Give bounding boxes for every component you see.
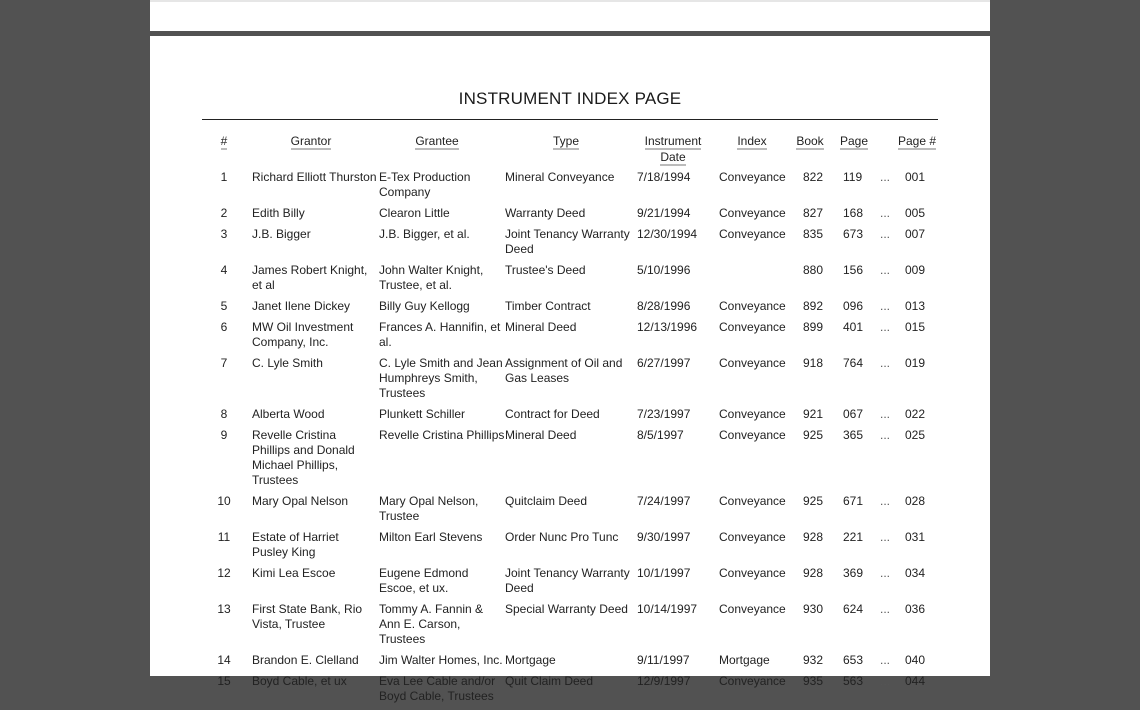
instrument-date-cell: 9/30/1997 [637,530,691,544]
book-cell: 930 [803,602,824,616]
book-cell: 835 [803,227,824,241]
leader-dots: ... [880,602,891,616]
header-grantee: Grantee [415,134,459,148]
leader-dots: ... [880,428,891,442]
page-cell: 653 [843,653,864,667]
index-cell: Conveyance [719,299,786,313]
table-row [202,320,945,356]
grantor-cell: Edith Billy [252,206,305,220]
page-number-cell: 005 [905,206,926,220]
grantor-cell: Boyd Cable, et ux [252,674,347,688]
page-cell: 221 [843,530,864,544]
leader-dots: ... [880,227,891,241]
page-number-cell: 009 [905,263,926,277]
header-page: Page [839,134,869,148]
previous-page-bottom [150,0,990,31]
book-cell: 925 [803,494,824,508]
page-cell: 119 [843,170,863,184]
instrument-date-cell: 9/21/1994 [637,206,691,220]
row-number: 5 [220,299,228,313]
page-cell: 365 [843,428,864,442]
leader-dots: ... [880,407,891,421]
row-number: 12 [217,566,231,580]
leader-dots: ... [880,170,891,184]
page-cell: 156 [843,263,864,277]
type-cell: Mineral Conveyance [505,170,615,184]
grantee-cell: Eva Lee Cable and/or Boyd Cable, Trustees [379,674,496,703]
row-number: 6 [220,320,228,334]
instrument-date-cell: 12/30/1994 [637,227,698,241]
page-cell: 563 [843,674,864,688]
index-cell: Conveyance [719,674,786,688]
instrument-date-cell: 8/28/1996 [637,299,691,313]
grantor-cell: Mary Opal Nelson [252,494,349,508]
index-cell: Conveyance [719,227,786,241]
type-cell: Quit Claim Deed [505,674,594,688]
book-cell: 827 [803,206,824,220]
header-book: Book [796,134,824,148]
leader-dots: ... [880,206,891,220]
type-cell: Trustee's Deed [505,263,586,277]
page-cell: 671 [843,494,864,508]
grantor-cell: Alberta Wood [252,407,325,421]
row-number: 15 [217,674,231,688]
type-cell: Joint Tenancy Warranty Deed [505,227,630,256]
grantor-cell: MW Oil Investment Company, Inc. [252,320,354,349]
leader-dots: ... [880,674,891,688]
instrument-date-cell: 8/5/1997 [637,428,684,442]
grantee-cell: Frances A. Hannifin, et al. [379,320,501,349]
header-index: Index [737,134,767,148]
page-cell: 096 [843,299,864,313]
table-row [202,206,945,227]
row-number: 10 [217,494,231,508]
page-number-cell: 019 [905,356,926,370]
header-page-number: Page # [897,134,937,148]
index-cell: Conveyance [719,530,786,544]
index-cell: Conveyance [719,320,786,334]
book-cell: 918 [803,356,824,370]
leader-dots: ... [880,320,891,334]
page-number-cell: 013 [905,299,926,313]
page-number-cell: 034 [905,566,926,580]
table-row [202,170,945,206]
index-cell: Conveyance [719,602,786,616]
grantee-cell: Eugene Edmond Escoe, et ux. [379,566,469,595]
index-cell [719,263,803,299]
grantor-cell: C. Lyle Smith [252,356,323,370]
page-number-cell: 028 [905,494,926,508]
leader-dots: ... [880,494,891,508]
instrument-date-cell: 7/23/1997 [637,407,691,421]
grantee-cell: Billy Guy Kellogg [379,299,470,313]
leader-dots: ... [880,653,891,667]
page-cell: 168 [843,206,864,220]
page-cell: 369 [843,566,864,580]
grantor-cell: Estate of Harriet Pusley King [252,530,339,559]
page-number-cell: 025 [905,428,926,442]
instrument-date-cell: 10/1/1997 [637,566,691,580]
table-row [202,602,945,653]
grantor-cell: First State Bank, Rio Vista, Trustee [252,602,363,631]
row-number: 7 [220,356,228,370]
type-cell: Mortgage [505,653,556,667]
page-cell: 067 [843,407,864,421]
leader-dots: ... [880,299,891,313]
page-number-cell: 044 [905,674,926,688]
row-number: 11 [217,530,231,544]
table-row [202,299,945,320]
row-number: 1 [220,170,228,184]
table-row [202,428,945,494]
title-divider [202,119,938,120]
index-cell: Conveyance [719,206,786,220]
index-cell: Conveyance [719,494,786,508]
table-row [202,407,945,428]
book-cell: 822 [803,170,824,184]
grantee-cell: C. Lyle Smith and Jean Humphreys Smith, Trustees [379,356,503,400]
index-cell: Conveyance [719,356,786,370]
type-cell: Timber Contract [505,299,591,313]
instrument-date-cell: 9/11/1997 [637,653,690,667]
page-title: INSTRUMENT INDEX PAGE [458,89,682,108]
grantor-cell: J.B. Bigger [252,227,311,241]
header-instrument-date: Instrument Date [644,134,702,164]
grantee-cell: Revelle Cristina Phillips [379,428,505,442]
document-page [150,36,990,703]
grantor-cell: Richard Elliott Thurston [252,170,377,184]
grantee-cell: Plunkett Schiller [379,407,466,421]
instrument-date-cell: 7/24/1997 [637,494,691,508]
table-row [202,263,945,299]
row-number: 9 [220,428,228,442]
table-row [202,494,945,530]
row-number: 4 [220,263,228,277]
book-cell: 928 [803,530,824,544]
book-cell: 925 [803,428,824,442]
header-type: Type [552,134,579,148]
page-number-cell: 001 [905,170,926,184]
grantee-cell: Clearon Little [379,206,450,220]
grantor-cell: James Robert Knight, et al [252,263,368,292]
type-cell: Contract for Deed [505,407,600,421]
page-number-cell: 036 [905,602,926,616]
table-row [202,566,945,602]
instrument-date-cell: 10/14/1997 [637,602,698,616]
grantor-cell: Janet Ilene Dickey [252,299,351,313]
type-cell: Assignment of Oil and Gas Leases [505,356,623,385]
grantee-cell: John Walter Knight, Trustee, et al. [379,263,484,292]
table-row [202,356,945,407]
header-grantor: Grantor [290,134,332,148]
table-row [202,530,945,566]
grantee-cell: E-Tex Production Company [379,170,471,199]
book-cell: 892 [803,299,824,313]
grantee-cell: Mary Opal Nelson, Trustee [379,494,479,523]
type-cell: Mineral Deed [505,428,577,442]
type-cell: Quitclaim Deed [505,494,588,508]
row-number: 14 [217,653,231,667]
book-cell: 921 [803,407,824,421]
leader-dots: ... [880,356,891,370]
book-cell: 928 [803,566,824,580]
leader-dots: ... [880,530,891,544]
grantor-cell: Brandon E. Clelland [252,653,359,667]
page-number-cell: 031 [905,530,926,544]
index-cell: Conveyance [719,428,786,442]
page-cell: 401 [843,320,864,334]
leader-dots: ... [880,566,891,580]
row-number: 3 [220,227,228,241]
instrument-date-cell: 6/27/1997 [637,356,691,370]
type-cell: Mineral Deed [505,320,577,334]
index-cell: Conveyance [719,407,786,421]
leader-dots: ... [880,263,891,277]
table-row [202,653,945,674]
table-row [202,674,945,710]
page-cell: 764 [843,356,864,370]
instrument-date-cell: 5/10/1996 [637,263,691,277]
instrument-date-cell: 7/18/1994 [637,170,691,184]
type-cell: Order Nunc Pro Tunc [505,530,619,544]
index-cell: Conveyance [719,170,786,184]
row-number: 13 [217,602,231,616]
row-number: 2 [220,206,228,220]
header-num: # [220,134,228,148]
page-number-cell: 040 [905,653,926,667]
grantor-cell: Revelle Cristina Phillips and Donald Michael Phillips, Trustees [252,428,355,487]
instrument-date-cell: 12/13/1996 [637,320,698,334]
grantor-cell: Kimi Lea Escoe [252,566,336,580]
row-number: 8 [220,407,228,421]
grantee-cell: Milton Earl Stevens [379,530,483,544]
grantee-cell: J.B. Bigger, et al. [379,227,470,241]
page-number-cell: 022 [905,407,926,421]
table-row [202,227,945,263]
type-cell: Special Warranty Deed [505,602,628,616]
page-cell: 624 [843,602,864,616]
page-number-cell: 015 [905,320,926,334]
page-cell: 673 [843,227,864,241]
book-cell: 899 [803,320,824,334]
grantee-cell: Tommy A. Fannin & Ann E. Carson, Trustees [379,602,484,646]
index-cell: Conveyance [719,566,786,580]
book-cell: 880 [803,263,824,277]
type-cell: Joint Tenancy Warranty Deed [505,566,630,595]
index-cell: Mortgage [719,653,770,667]
instrument-table [202,170,945,710]
book-cell: 935 [803,674,824,688]
page-number-cell: 007 [905,227,926,241]
book-cell: 932 [803,653,824,667]
instrument-date-cell: 12/9/1997 [637,674,691,688]
grantee-cell: Jim Walter Homes, Inc. [379,653,503,667]
type-cell: Warranty Deed [505,206,586,220]
